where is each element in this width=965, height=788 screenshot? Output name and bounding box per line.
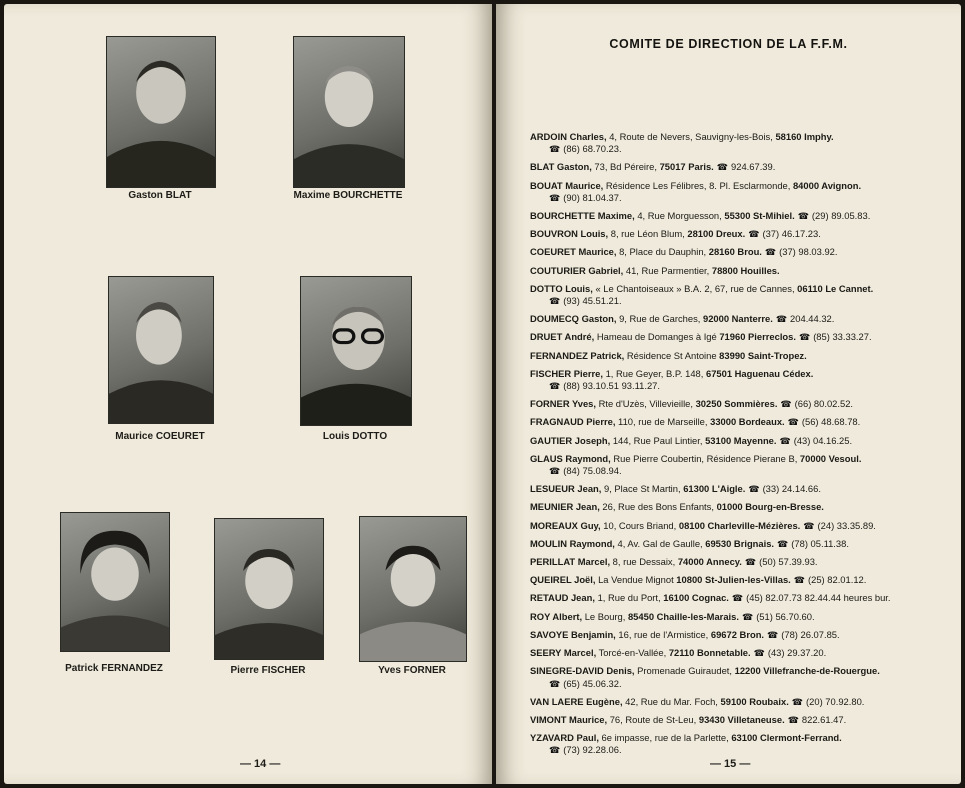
entry-address: Hameau de Domanges à Igé: [596, 331, 717, 343]
entry-address: 4, Rue Morguesson,: [637, 210, 722, 222]
telephone-icon: ☎: [549, 296, 561, 307]
entry-phone: (85) 33.33.27.: [813, 331, 872, 343]
entry-phone: (25) 82.01.12.: [807, 574, 867, 586]
committee-entry: [530, 228, 950, 240]
entry-city: 78800 Houilles.: [711, 264, 780, 276]
portrait-caption: Gaston BLAT: [128, 190, 192, 201]
telephone-icon: ☎: [787, 714, 799, 725]
entry-name: QUEIREL Joël,: [530, 574, 596, 586]
entry-address: 73, Bd Péreire,: [594, 161, 657, 173]
committee-entry: [530, 520, 950, 532]
entry-phone: (37) 98.03.92.: [779, 246, 838, 258]
entry-city: 01000 Bourg-en-Bresse.: [716, 501, 824, 513]
committee-entry: [530, 416, 950, 428]
entry-name: SAVOYE Benjamin,: [530, 628, 616, 640]
telephone-icon: ☎: [744, 557, 757, 568]
entry-phone: (86) 68.70.23.: [563, 143, 622, 155]
committee-entry: [530, 556, 950, 568]
entry-address: 42, Rue du Mar. Foch,: [625, 695, 718, 707]
entry-city: 67501 Haguenau Cédex.: [705, 367, 814, 379]
entry-name: BOUVRON Louis,: [530, 228, 609, 240]
entry-city: 55300 St-Mihiel.: [724, 210, 795, 222]
entry-name: YZAVARD Paul,: [530, 732, 599, 744]
committee-entry: [530, 501, 950, 513]
committee-entry: [530, 453, 950, 477]
committee-entry: [530, 283, 950, 307]
committee-entry: [530, 592, 950, 604]
committee-entry: [530, 131, 950, 155]
entry-name: MOREAUX Guy,: [530, 519, 601, 531]
telephone-icon: ☎: [716, 162, 729, 173]
entry-address: Rte d'Uzès, Villevieille,: [598, 398, 693, 410]
entry-address: Rue Pierre Coubertin, Résidence Pierane B,: [613, 452, 798, 464]
entry-address: Le Bourg,: [584, 610, 626, 622]
entry-phone: (50) 57.39.93.: [759, 556, 818, 568]
entry-city: 75017 Paris.: [659, 161, 714, 173]
page-number: — 14 —: [240, 758, 281, 770]
entry-name: COUTURIER Gabriel,: [530, 264, 624, 276]
entry-address: 6e impasse, rue de la Parlette,: [601, 732, 729, 744]
committee-entry: [530, 483, 950, 495]
telephone-icon: ☎: [741, 611, 754, 622]
entry-name: VAN LAERE Eugène,: [530, 695, 623, 707]
committee-entry: [530, 732, 950, 756]
entry-name: RETAUD Jean,: [530, 592, 595, 604]
entry-phone: (65) 45.06.32.: [563, 677, 622, 689]
entry-address: 4, Av. Gal de Gaulle,: [617, 537, 703, 549]
entry-address: 41, Rue Parmentier,: [625, 264, 710, 276]
entry-phone: (20) 70.92.80.: [806, 695, 865, 707]
entry-phone: (43) 29.37.20.: [767, 647, 827, 659]
entry-city: 72110 Bonnetable.: [668, 647, 751, 659]
entry-phone: (43) 04.16.25.: [793, 434, 853, 446]
entry-phone: (90) 81.04.37.: [563, 191, 622, 203]
telephone-icon: ☎: [777, 538, 789, 549]
entry-city: 63100 Clermont-Ferrand.: [731, 732, 842, 744]
entry-second-line: [530, 678, 950, 690]
committee-entry: [530, 246, 950, 258]
entry-city: 06110 Le Cannet.: [797, 282, 874, 294]
entry-name: FORNER Yves,: [530, 398, 596, 410]
committee-entry: [530, 331, 950, 343]
entry-address: 8, rue Dessaix,: [612, 556, 676, 568]
entry-phone: (33) 24.14.66.: [762, 483, 821, 495]
entry-city: 92000 Nanterre.: [702, 313, 773, 325]
entry-name: FRAGNAUD Pierre,: [530, 416, 616, 428]
entry-second-line: [530, 192, 950, 204]
portrait-photo: [108, 276, 214, 424]
entry-phone: (37) 46.17.23.: [762, 228, 821, 240]
portrait-photo: [300, 276, 412, 426]
entry-name: DOUMECQ Gaston,: [530, 313, 617, 325]
entry-name: GAUTIER Joseph,: [530, 434, 611, 446]
entry-city: 69672 Bron.: [710, 628, 765, 640]
committee-entry: [530, 350, 950, 362]
portrait-photo: [293, 36, 405, 188]
committee-entry: [530, 210, 950, 222]
entry-city: 53100 Mayenne.: [705, 434, 777, 446]
entry-address: 8, rue Léon Blum,: [610, 228, 685, 240]
entry-phone: (29) 89.05.83.: [811, 210, 871, 222]
entry-phone: (93) 45.51.21.: [563, 295, 622, 307]
telephone-icon: ☎: [798, 332, 811, 343]
entry-phone: (45) 82.07.73 82.44.44 heures bur.: [746, 592, 891, 604]
telephone-icon: ☎: [549, 192, 561, 203]
entry-name: VIMONT Maurice,: [530, 713, 608, 725]
entry-city: 58160 Imphy.: [775, 131, 834, 142]
page-title: COMITE DE DIRECTION DE LA F.F.M.: [609, 37, 848, 51]
entry-address: 8, Place du Dauphin,: [619, 246, 707, 258]
telephone-icon: ☎: [549, 466, 561, 477]
telephone-icon: ☎: [793, 575, 805, 586]
entry-city: 61300 L'Aigle.: [683, 483, 746, 495]
entry-city: 28100 Dreux.: [687, 228, 746, 240]
entry-address: 10, Cours Briand,: [603, 519, 677, 531]
entry-address: Torcé-en-Vallée,: [598, 647, 667, 659]
committee-entry: [530, 665, 950, 689]
entry-name: FERNANDEZ Patrick,: [530, 349, 625, 361]
committee-entry: [530, 574, 950, 586]
entry-address: Résidence Les Félibres, 8. Pl. Esclarmonde,: [605, 179, 791, 191]
telephone-icon: ☎: [780, 399, 792, 410]
committee-entry: [530, 180, 950, 204]
portrait-photo: [214, 518, 324, 660]
committee-entry: [530, 161, 950, 173]
committee-entry: [530, 313, 950, 325]
entry-city: 08100 Charleville-Mézières.: [678, 519, 801, 531]
entry-second-line: [530, 380, 950, 392]
entry-phone: (78) 26.07.85.: [781, 628, 840, 640]
entry-city: 70000 Vesoul.: [799, 452, 862, 464]
entry-name: GLAUS Raymond,: [530, 452, 611, 464]
portrait-caption: Patrick FERNANDEZ: [65, 663, 163, 674]
portrait-photo: [60, 512, 170, 652]
committee-entry: [530, 647, 950, 659]
entry-city: 59100 Roubaix.: [720, 695, 789, 707]
portrait-caption: Pierre FISCHER: [230, 665, 306, 676]
entry-city: 33000 Bordeaux.: [710, 416, 785, 428]
entry-city: 85450 Chaille-les-Marais.: [627, 610, 739, 622]
entry-phone: (66) 80.02.52.: [794, 398, 854, 410]
telephone-icon: ☎: [549, 678, 561, 689]
entry-phone: (73) 92.28.06.: [563, 744, 622, 756]
entry-address: 76, Route de St-Leu,: [609, 713, 697, 725]
entry-second-line: [530, 295, 950, 307]
entry-phone: 924.67.39.: [731, 161, 776, 173]
entry-second-line: [530, 143, 950, 155]
entry-second-line: [530, 744, 950, 756]
entry-city: 28160 Brou.: [708, 246, 762, 258]
portrait-caption: Yves FORNER: [378, 665, 446, 676]
entry-name: FISCHER Pierre,: [530, 367, 603, 379]
entry-address: 144, Rue Paul Lintier,: [612, 434, 703, 446]
committee-entry: [530, 435, 950, 447]
entry-name: SINEGRE-DAVID Denis,: [530, 665, 635, 677]
portrait-photo: [359, 516, 467, 662]
entry-address: 26, Rue des Bons Enfants,: [602, 501, 714, 513]
telephone-icon: ☎: [731, 593, 744, 604]
telephone-icon: ☎: [779, 435, 791, 446]
committee-entry: [530, 538, 950, 550]
committee-entry: [530, 629, 950, 641]
portrait-caption: Maxime BOURCHETTE: [293, 190, 403, 201]
entry-name: MEUNIER Jean,: [530, 501, 600, 513]
entry-name: ARDOIN Charles,: [530, 131, 607, 142]
entry-name: BOURCHETTE Maxime,: [530, 210, 635, 222]
telephone-icon: ☎: [549, 144, 561, 155]
telephone-icon: ☎: [775, 314, 788, 325]
entry-city: 71960 Pierreclos.: [719, 331, 796, 343]
entry-city: 30250 Sommières.: [695, 398, 778, 410]
entry-name: PERILLAT Marcel,: [530, 556, 611, 568]
portrait-caption: Maurice COEURET: [115, 431, 205, 442]
entry-address: 110, rue de Marseille,: [618, 416, 708, 428]
portrait-caption: Louis DOTTO: [322, 431, 388, 442]
entry-phone: (56) 48.68.78.: [801, 416, 861, 428]
telephone-icon: ☎: [787, 417, 799, 428]
entry-address: 4, Route de Nevers, Sauvigny-les-Bois,: [609, 131, 773, 142]
entry-address: 1, Rue Geyer, B.P. 148,: [605, 367, 704, 379]
entry-city: 74000 Annecy.: [677, 556, 742, 568]
portrait-photo: [106, 36, 216, 188]
entry-city: 93430 Villetaneuse.: [698, 713, 785, 725]
entry-name: DRUET André,: [530, 331, 595, 343]
entry-address: 16, rue de l'Armistice,: [618, 628, 709, 640]
entry-name: MOULIN Raymond,: [530, 537, 615, 549]
entry-city: 84000 Avignon.: [792, 179, 862, 191]
committee-entry: [530, 368, 950, 392]
telephone-icon: ☎: [748, 484, 760, 495]
telephone-icon: ☎: [791, 696, 804, 707]
entry-phone: (24) 33.35.89.: [817, 519, 876, 531]
telephone-icon: ☎: [797, 211, 809, 222]
entry-name: COEURET Maurice,: [530, 246, 617, 258]
telephone-icon: ☎: [764, 247, 777, 258]
entry-phone: (51) 56.70.60.: [756, 610, 815, 622]
committee-entry: [530, 398, 950, 410]
committee-list: [530, 131, 950, 763]
entry-second-line: [530, 465, 950, 477]
right-page: [496, 4, 961, 784]
telephone-icon: ☎: [549, 381, 561, 392]
left-page: [4, 4, 492, 784]
entry-name: BLAT Gaston,: [530, 161, 592, 173]
entry-name: DOTTO Louis,: [530, 282, 593, 294]
page-number: — 15 —: [710, 758, 751, 770]
committee-entry: [530, 611, 950, 623]
entry-name: ROY Albert,: [530, 610, 583, 622]
entry-phone: (78) 05.11.38.: [791, 537, 849, 549]
entry-address: La Vendue Mignot: [598, 574, 674, 586]
telephone-icon: ☎: [803, 520, 815, 531]
committee-entry: [530, 714, 950, 726]
entry-city: 83990 Saint-Tropez.: [719, 349, 807, 361]
entry-phone: (84) 75.08.94.: [563, 465, 622, 477]
committee-entry: [530, 265, 950, 277]
telephone-icon: ☎: [753, 648, 765, 659]
committee-entry: [530, 696, 950, 708]
entry-phone: 822.61.47.: [801, 713, 847, 725]
entry-name: BOUAT Maurice,: [530, 179, 604, 191]
entry-address: Promenade Guiraudet,: [637, 665, 732, 677]
entry-address: Résidence St Antoine: [626, 349, 717, 361]
entry-address: 1, Rue du Port,: [597, 592, 661, 604]
telephone-icon: ☎: [767, 629, 779, 640]
entry-address: 9, Rue de Garches,: [619, 313, 701, 325]
telephone-icon: ☎: [549, 745, 561, 756]
entry-name: SEERY Marcel,: [530, 647, 597, 659]
entry-city: 10800 St-Julien-les-Villas.: [676, 574, 791, 586]
entry-phone: (88) 93.10.51 93.11.27.: [563, 380, 660, 392]
entry-address: 9, Place St Martin,: [603, 483, 681, 495]
entry-address: « Le Chantoiseaux » B.A. 2, 67, rue de Cannes,: [595, 282, 795, 294]
entry-city: 16100 Cognac.: [663, 592, 729, 604]
entry-name: LESUEUR Jean,: [530, 483, 602, 495]
telephone-icon: ☎: [748, 229, 760, 240]
entry-city: 69530 Brignais.: [705, 537, 775, 549]
entry-city: 12200 Villefranche-de-Rouergue.: [734, 665, 880, 677]
entry-phone: 204.44.32.: [790, 313, 835, 325]
